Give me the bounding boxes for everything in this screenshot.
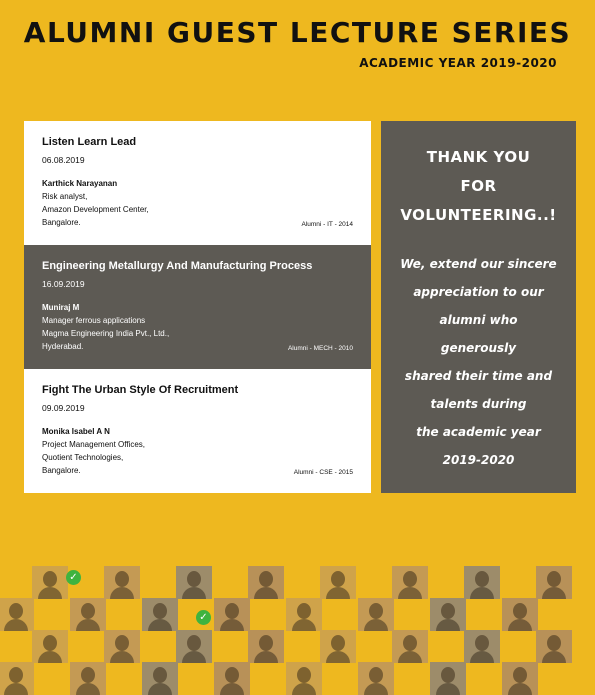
person-photo-icon [475, 635, 489, 651]
alumni-photo [358, 598, 394, 631]
message-line: talents during [430, 397, 527, 411]
person-shoulders [76, 683, 100, 695]
alumni-photo [248, 566, 284, 599]
person-shoulders [110, 587, 134, 599]
person-photo-icon [369, 667, 383, 683]
person-photo-icon [331, 635, 345, 651]
alumni-photo [104, 630, 140, 663]
thank-you-panel [381, 121, 576, 493]
person-photo-icon [115, 571, 129, 587]
speaker-location: Bangalore. [42, 218, 81, 227]
speaker-name: Muniraj M [42, 303, 80, 312]
heading-line: FOR [460, 177, 497, 195]
checkmark-icon: ✓ [196, 610, 211, 625]
alumni-tag: Alumni - IT - 2014 [301, 221, 353, 228]
person-shoulders [110, 651, 134, 663]
lecture-title: Fight The Urban Style Of Recruitment [42, 384, 239, 396]
lecture-title: Engineering Metallurgy And Manufacturing Process [42, 260, 313, 272]
person-photo-icon [187, 635, 201, 651]
alumni-photo [32, 630, 68, 663]
alumni-photo [70, 598, 106, 631]
alumni-photo [358, 662, 394, 695]
speaker-role: Project Management Offices, [42, 440, 146, 449]
alumni-photo [104, 566, 140, 599]
person-shoulders [292, 619, 316, 631]
person-photo-icon [43, 571, 57, 587]
person-photo-icon [547, 571, 561, 587]
person-shoulders [38, 587, 62, 599]
person-photo-icon [259, 635, 273, 651]
person-shoulders [220, 619, 244, 631]
person-photo-icon [475, 571, 489, 587]
lecture-date: 06.08.2019 [42, 155, 85, 165]
person-shoulders [436, 619, 460, 631]
lecture-card [24, 245, 371, 369]
speaker-role: Manager ferrous applications [42, 316, 146, 325]
person-shoulders [220, 683, 244, 695]
checkmark-icon: ✓ [66, 570, 81, 585]
person-photo-icon [153, 667, 167, 683]
person-photo-icon [225, 603, 239, 619]
lecture-card [24, 369, 371, 493]
person-shoulders [4, 619, 28, 631]
person-shoulders [182, 651, 206, 663]
alumni-photo [0, 662, 34, 695]
person-photo-icon [441, 603, 455, 619]
person-photo-icon [115, 635, 129, 651]
alumni-photo-strip [0, 566, 595, 695]
person-shoulders [182, 587, 206, 599]
person-photo-icon [187, 571, 201, 587]
lecture-date: 09.09.2019 [42, 403, 85, 413]
person-photo-icon [9, 603, 23, 619]
message-line: the academic year [416, 425, 541, 439]
speaker-location: Bangalore. [42, 466, 81, 475]
person-photo-icon [297, 667, 311, 683]
message-line: 2019-2020 [442, 453, 515, 467]
lecture-date: 16.09.2019 [42, 279, 85, 289]
message-line: shared their time and [404, 369, 553, 383]
person-shoulders [148, 619, 172, 631]
alumni-photo [430, 598, 466, 631]
alumni-photo [464, 630, 500, 663]
person-shoulders [364, 619, 388, 631]
person-photo-icon [547, 635, 561, 651]
person-photo-icon [259, 571, 273, 587]
alumni-photo [536, 630, 572, 663]
person-shoulders [326, 587, 350, 599]
alumni-photo [320, 566, 356, 599]
speaker-name: Monika Isabel A N [42, 427, 110, 436]
person-photo-icon [331, 571, 345, 587]
alumni-photo [0, 598, 34, 631]
alumni-photo [142, 598, 178, 631]
person-shoulders [398, 587, 422, 599]
heading-line: THANK YOU [426, 148, 531, 166]
alumni-photo [286, 662, 322, 695]
person-photo-icon [441, 667, 455, 683]
person-shoulders [542, 587, 566, 599]
alumni-photo [392, 630, 428, 663]
person-photo-icon [225, 667, 239, 683]
message-line: generously [440, 341, 517, 355]
alumni-photo [320, 630, 356, 663]
speaker-name: Karthick Narayanan [42, 179, 118, 188]
person-shoulders [292, 683, 316, 695]
speaker-company: Magma Engineering India Pvt., Ltd., [42, 329, 170, 338]
person-photo-icon [81, 603, 95, 619]
person-shoulders [148, 683, 172, 695]
speaker-location: Hyderabad. [42, 342, 84, 351]
speaker-company: Amazon Development Center, [42, 205, 149, 214]
alumni-photo [392, 566, 428, 599]
person-photo-icon [153, 603, 167, 619]
person-photo-icon [81, 667, 95, 683]
person-shoulders [38, 651, 62, 663]
person-shoulders [508, 683, 532, 695]
thank-you-heading [381, 143, 576, 230]
person-shoulders [76, 619, 100, 631]
alumni-photo [214, 598, 250, 631]
person-shoulders [470, 651, 494, 663]
alumni-photo [142, 662, 178, 695]
person-shoulders [398, 651, 422, 663]
person-photo-icon [43, 635, 57, 651]
person-shoulders [254, 651, 278, 663]
alumni-photo [32, 566, 68, 599]
alumni-photo [176, 630, 212, 663]
person-shoulders [254, 587, 278, 599]
poster-title: ALUMNI GUEST LECTURE SERIES [23, 16, 572, 49]
alumni-photo [464, 566, 500, 599]
person-shoulders [436, 683, 460, 695]
person-shoulders [364, 683, 388, 695]
alumni-tag: Alumni - MECH - 2010 [287, 345, 353, 352]
alumni-photo [286, 598, 322, 631]
person-shoulders [4, 683, 28, 695]
person-photo-icon [369, 603, 383, 619]
alumni-photo [214, 662, 250, 695]
message-line: We, extend our sincere [400, 257, 557, 271]
academic-year: ACADEMIC YEAR 2019-2020 [359, 56, 557, 70]
person-shoulders [326, 651, 350, 663]
alumni-photo [502, 662, 538, 695]
alumni-photo [70, 662, 106, 695]
lecture-list [24, 121, 371, 493]
alumni-photo [536, 566, 572, 599]
alumni-photo [430, 662, 466, 695]
lecture-title: Listen Learn Lead [42, 136, 137, 148]
alumni-photo [176, 566, 212, 599]
person-photo-icon [297, 603, 311, 619]
person-shoulders [508, 619, 532, 631]
person-photo-icon [513, 603, 527, 619]
person-photo-icon [513, 667, 527, 683]
speaker-role: Risk analyst, [42, 192, 88, 201]
heading-line: VOLUNTEERING..! [400, 206, 557, 224]
speaker-company: Quotient Technologies, [42, 453, 124, 462]
appreciation-message [381, 250, 576, 474]
message-line: alumni who [439, 313, 518, 327]
message-line: appreciation to our [413, 285, 544, 299]
lecture-card [24, 121, 371, 245]
person-shoulders [542, 651, 566, 663]
person-photo-icon [9, 667, 23, 683]
alumni-photo [248, 630, 284, 663]
alumni-tag: Alumni - CSE - 2015 [293, 469, 353, 476]
person-photo-icon [403, 635, 417, 651]
person-shoulders [470, 587, 494, 599]
person-photo-icon [403, 571, 417, 587]
alumni-photo [502, 598, 538, 631]
